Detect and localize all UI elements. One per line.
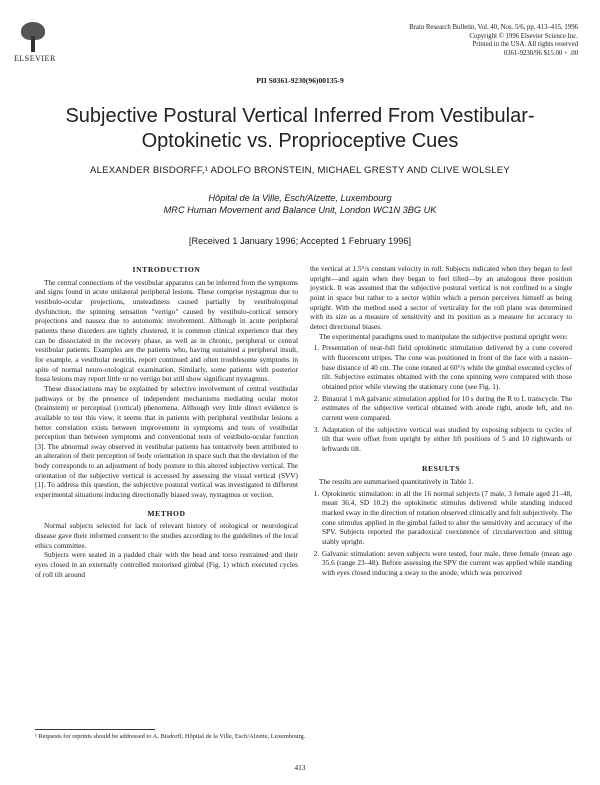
body-paragraph: the vertical at 1.5°/s constant velocity in roll. Subjects indicated when they began to feel upright—and again when they began to feel tilted—by an analogous three position joystick. It was assumed that the subjective postural vertical is not confined to a single point in space but rather to a sector within which a person perceives himself as being upright. With the method used a sector of verticality for the roll plane was determined with its size as a measure of sensitivity and its position as a measure for accuracy to detect directional biases.: [310, 264, 572, 331]
issn-price: 0361-9230/96 $15.00 + .00: [503, 49, 578, 57]
paradigm-list: [310, 343, 572, 453]
list-item: 1. Presentation of near-full field optokinetic stimulation delivered by a cone covered with fluorescent stripes. The cone was positioned in front of the face with a nasion–base distance of 40 cm. The cone rotated at 60°/s while the gimbal executed cycles of tilt. Subjective estimates obtained with the cone spinning were compared with those obtained prior while viewing the stationary cone (see Fig. 1).: [321, 343, 572, 391]
list-item: 2. Galvanic stimulation: seven subjects were tested, four male, three female (mean age 35.6 (range 23–48). Before assessing the SPV the current was applied while standing with eyes closed inducing a sway to the anode, which was perceived: [321, 549, 572, 578]
list-item: 3. Adaptation of the subjective vertical was studied by exposing subjects to cycles of tilt that were offset from upright by either lift positions of 5 and 10 rightwards or leftwards tilt.: [321, 425, 572, 454]
method-heading: METHOD: [147, 508, 186, 518]
body-paragraph: The results are summarised quantitatively in Table 1.: [319, 477, 474, 487]
list-item: 2. Binaural 1 mA galvanic stimulation applied for 10 s during the R to L transcycle. The estimates of the subjective vertical obtained with anode right, anode left, and no current were compared.: [321, 394, 572, 423]
body-paragraph: These dissociations may be explained by selective involvement of central vestibular pathways or by the presence of independent mechanisms mediating ocular motor (brainstem) or perceptual (cortical) phenomena. Although very little direct evidence is available to test this view, it seems that in patients with peripheral vestibular lesions a better correlation exists between improvement in symptoms and tests of vestibular perception than between symptoms and conventional tests of vestibulo-ocular function [3]. The abnormal sway observed in vestibular patients has tentatively been attributed to an alteration of their perception of body orientation in space such that the deviation of the body corresponds to an adjustment of body posture to this altered subjective vertical. The orientation of the subjective vertical is accessed by assessing the visual vertical (SVV) [1]. To address this question, the subjective postural vertical was investigated in different experimental situations inducing directionally biased sway, nystagmus or vection.: [35, 383, 298, 500]
left-column: [35, 265, 298, 579]
body-paragraph: The experimental paradigms used to manipulate the subjective postural upright were:: [319, 331, 568, 341]
journal-info: [409, 24, 578, 58]
page-number: 413: [294, 763, 306, 772]
right-column: [310, 264, 572, 580]
affiliations: [20, 192, 580, 216]
pii-identifier: PII S0361-9230(96)00135-9: [256, 76, 344, 85]
results-list: [310, 489, 572, 578]
footnote-divider: [35, 729, 155, 730]
body-paragraph: Subjects were seated in a padded chair with the head and torso restrained and their eyes closed in an externally controlled motorised gimbal (Fig. 1) which executed cycles of roll tilt around: [35, 550, 298, 579]
copyright-line: Copyright © 1996 Elsevier Science Inc.: [469, 32, 578, 40]
printed-line: Printed in the USA. All rights reserved: [472, 41, 578, 49]
introduction-heading: INTRODUCTION: [132, 265, 201, 274]
results-heading: RESULTS: [421, 464, 461, 474]
journal-citation: Brain Research Bulletin, Vol. 40, Nos. 5/6, pp. 413–415, 1996: [409, 24, 578, 31]
body-paragraph: Normal subjects selected for lack of relevant history of otological or neurological disease gave their informed consent to the studies according to the guidelines of the local ethics committee.: [35, 521, 298, 550]
footnote: ¹ Requests for reprints should be addressed to A. Bisdorff, Hôpital de la Ville, Esch/Alzette, Luxembourg.: [35, 733, 306, 740]
affiliation-1: Hôpital de la Ville, Esch/Alzette, Luxembourg: [208, 193, 392, 203]
article-title: [60, 104, 540, 154]
body-paragraph: The central connections of the vestibular apparatus can be inferred from the symptoms and signs found in acute unilateral peripheral lesions. These comprise nystagmus due to vestibulo-ocular projections, unsteadiness caused partially by vestibulospinal dysfunction, the spinning sensation "vertigo" caused by vestibulo-cortical sensory projections and nausea due to autonomic involvement. Although in acute peripheral patients these disorders are tightly clustered, it is common clinical experience that they can be dissociated in the recovery phase, as well as in chronic, peripheral or central vestibular patients. Examples are the patients who, having sustained a peripheral insult, for example, a vestibular neuritis, report continued and often troublesome symptoms in spite of normal neuro-otological examination. Similarly, some patients with posterior fossa lesions may report little or no vertigo but still show significant nystagmus.: [35, 277, 298, 384]
author-list: ALEXANDER BISDORFF,¹ ADOLFO BRONSTEIN, MICHAEL GRESTY AND CLIVE WOLSLEY: [90, 165, 510, 176]
tree-logo-icon: [20, 22, 46, 52]
title-line: Optokinetic vs. Proprioceptive Cues: [141, 130, 459, 152]
publisher-name: ELSEVIER: [14, 54, 56, 63]
publisher-logo: [14, 22, 54, 63]
list-item: 1. Optokinetic stimulation: in all the 16 normal subjects (7 male, 3 female aged 21–48, mean 36.4, SD 10.2) the optokinetic stimulus delivered while standing induced marked sway in the direction of rotation observed clinically and felt subjectively. The cone stimulus applied in the gimbal failed to alter the sensitivity and accuracy of the SPV. Subjects reported the paradoxical coexistence of circularvection and sitting stably upright.: [321, 489, 572, 547]
received-dates: [Received 1 January 1996; Accepted 1 February 1996]: [188, 236, 412, 246]
affiliation-2: MRC Human Movement and Balance Unit, London WC1N 3BG UK: [163, 205, 437, 215]
title-line: Subjective Postural Vertical Inferred From Vestibular-: [65, 105, 535, 127]
